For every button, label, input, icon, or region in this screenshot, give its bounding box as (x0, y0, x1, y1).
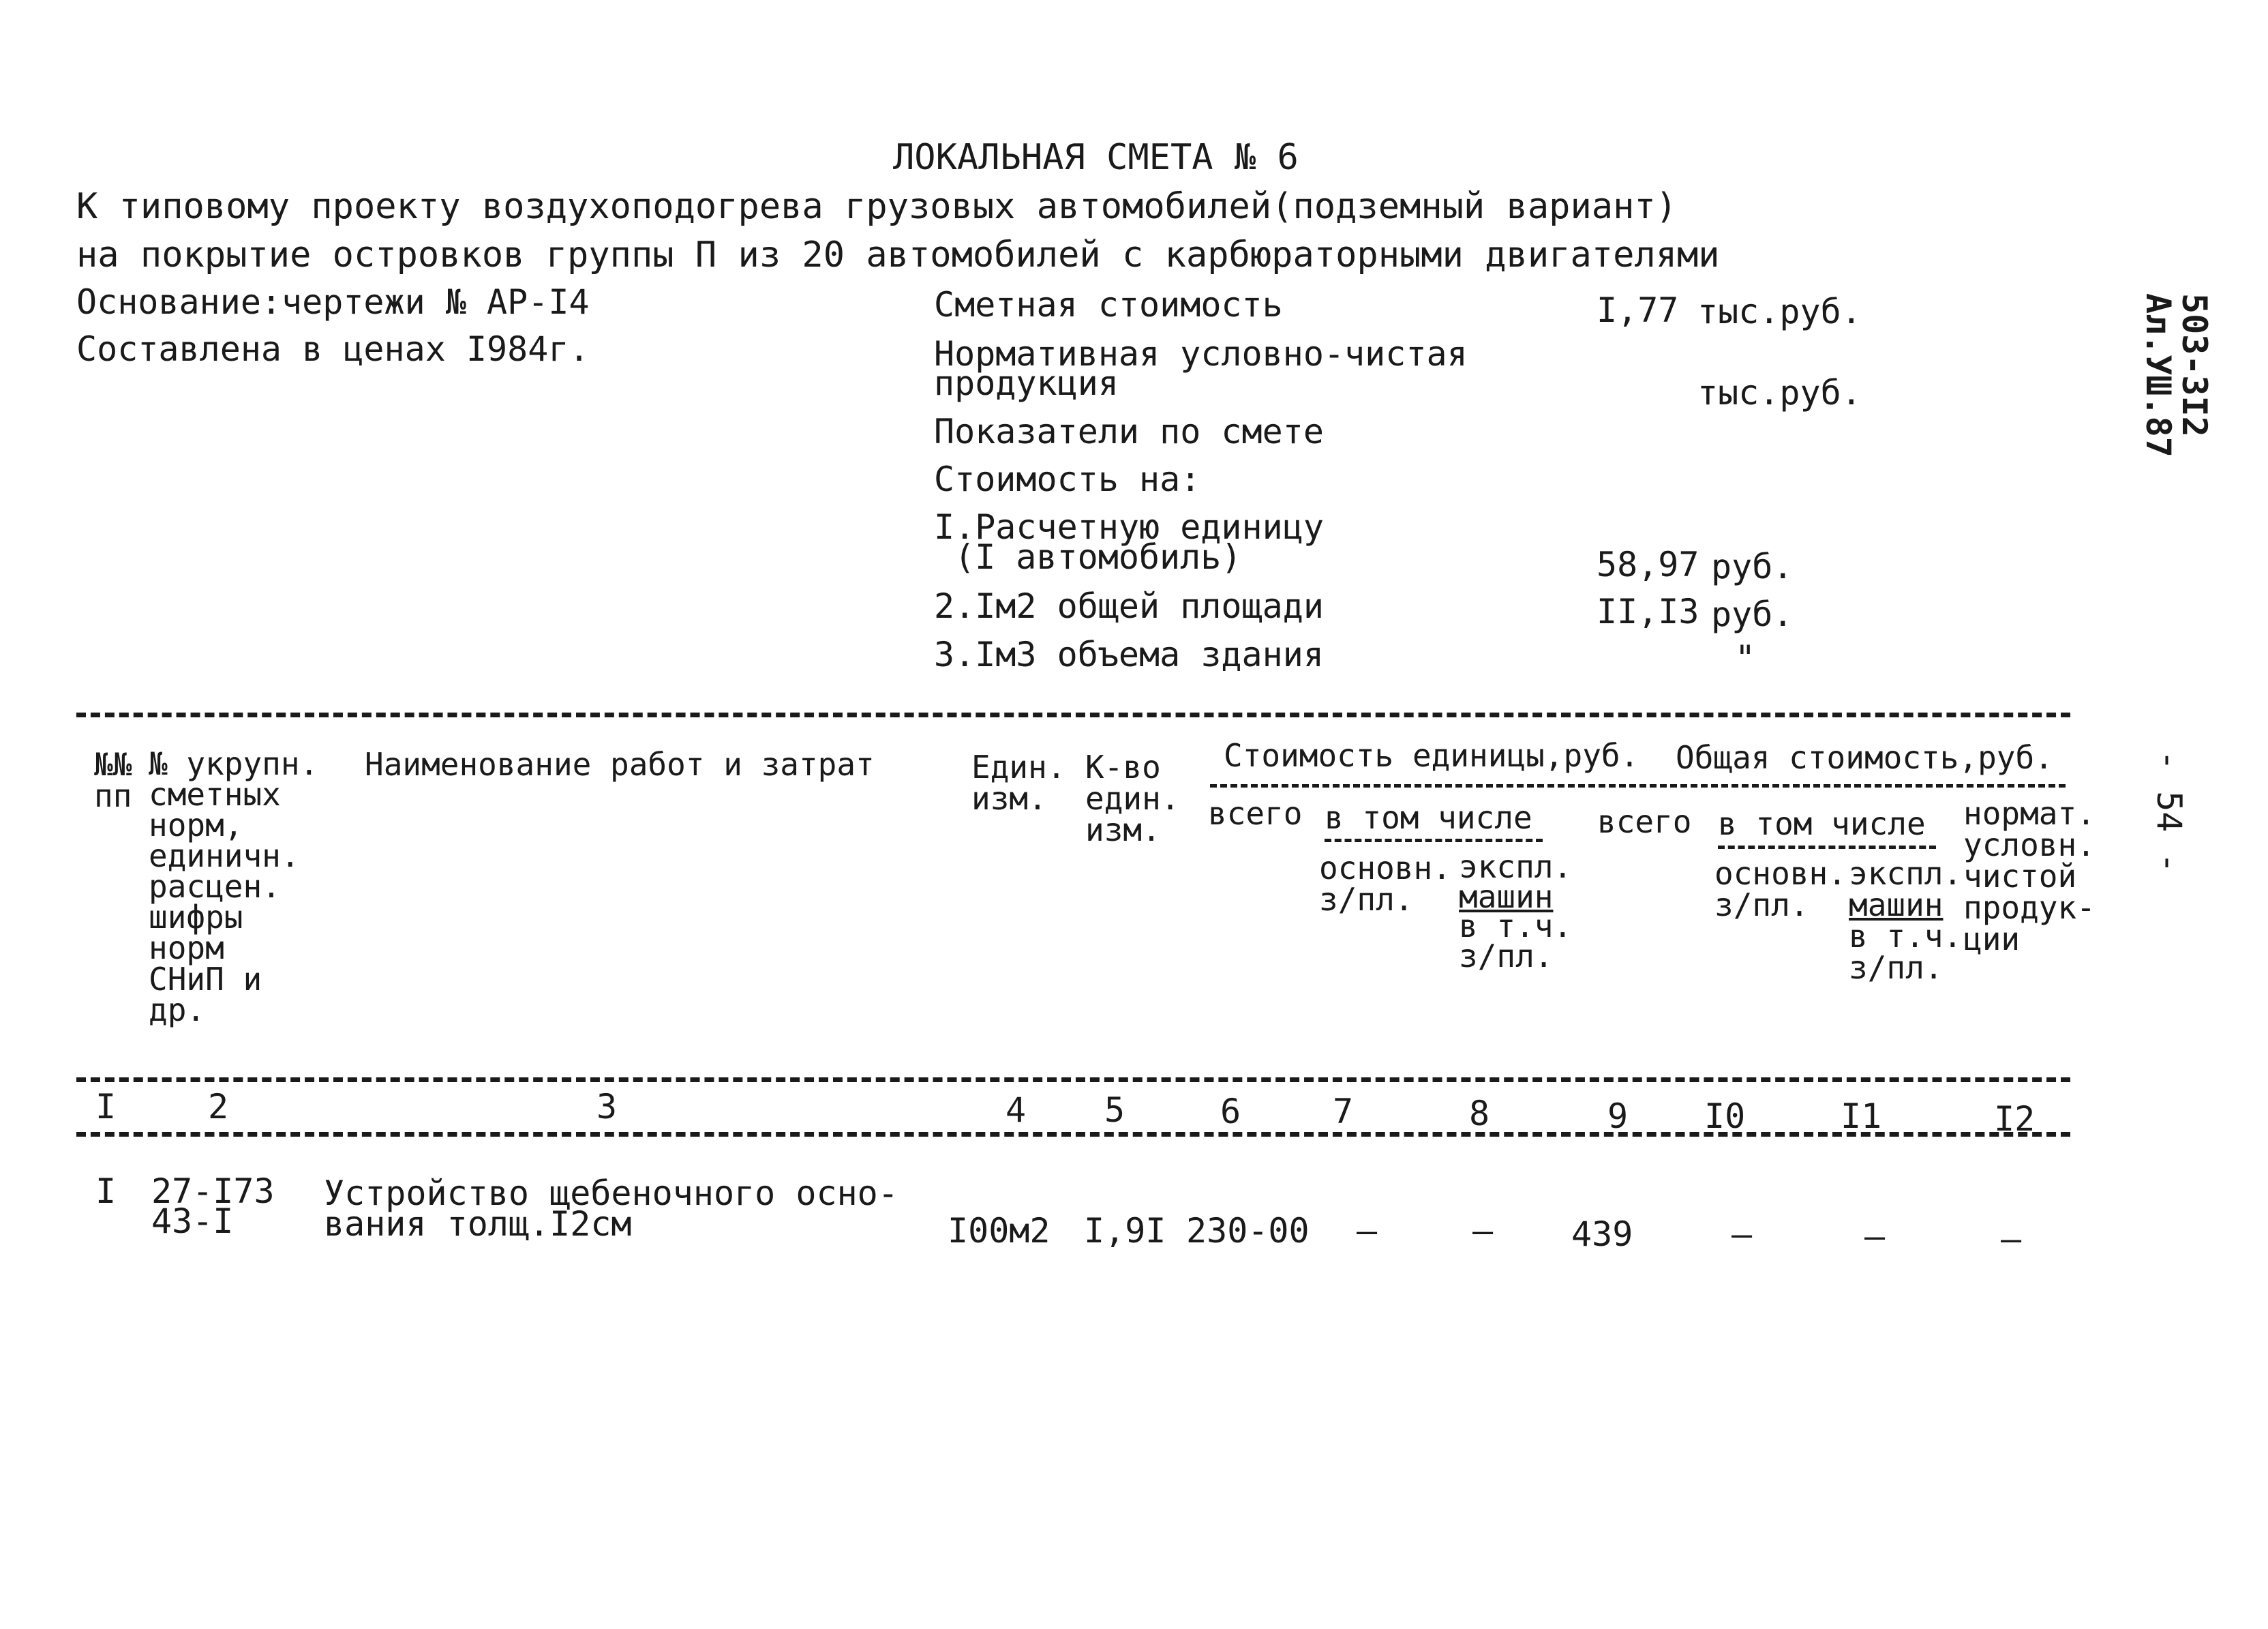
row-name-2: вания толщ.I2см (324, 1204, 632, 1244)
stamp-line-1: 503-3I2 (2175, 293, 2214, 437)
col-number-8: 8 (1469, 1094, 1490, 1133)
header-quantity: К-во един. изм. (1085, 749, 1180, 848)
colnum-top-rule (76, 1077, 2070, 1082)
norm-production-unit: тыс.руб. (1697, 373, 1862, 413)
row-code-1: 27-I73 (151, 1171, 275, 1211)
indicator-1-unit: руб. (1711, 547, 1794, 586)
indicator-1-label-2: (I автомобиль) (954, 537, 1242, 577)
estimate-cost-value: I,77 (1597, 290, 1679, 330)
row-number: I (95, 1171, 117, 1211)
header-total-cost: Общая стоимость,руб. (1676, 739, 2053, 776)
col-number-7: 7 (1333, 1092, 1354, 1131)
row-norm-production: – (2001, 1219, 2022, 1259)
header-unit-cost: Стоимость единицы,руб. (1224, 737, 1639, 774)
col-number-12: I2 (1994, 1099, 2036, 1139)
stamp-line-2: Ал.УШ.87 (2138, 293, 2179, 458)
col-number-6: 6 (1220, 1092, 1241, 1131)
row-total-machine: – (1864, 1216, 1886, 1256)
cost-on-label: Стоимость на: (934, 460, 1201, 499)
header-unit-incl: в том числе (1325, 799, 1532, 836)
header-work-name: Наименование работ и затрат (365, 746, 875, 783)
header-total-machines: экспл. машин в т.ч. з/пл. (1849, 855, 1963, 986)
colnum-bottom-rule (76, 1132, 2070, 1137)
row-unit: I00м2 (948, 1211, 1050, 1251)
table-top-rule (76, 713, 2070, 717)
indicators-label: Показатели по смете (934, 412, 1324, 451)
row-unit-wage: – (1357, 1211, 1378, 1251)
norm-production-label-1: Нормативная условно-чистая (934, 334, 1468, 374)
document-stamp (2138, 293, 2214, 458)
row-unit-price: 230-00 (1186, 1211, 1310, 1251)
header-group-rule (1210, 784, 2066, 788)
page-number: - 54 - (2149, 750, 2189, 873)
col-number-9: 9 (1607, 1096, 1629, 1136)
col-number-11: I1 (1841, 1096, 1882, 1136)
header-unit-basic-wage: основн. з/пл. (1319, 850, 1451, 918)
header-total-incl-rule (1718, 846, 1936, 849)
col-number-4: 4 (1006, 1090, 1027, 1130)
row-name-1: Устройство щебеночного осно- (324, 1174, 898, 1213)
header-total-incl: в том числе (1718, 805, 1926, 842)
row-total: 439 (1571, 1214, 1633, 1254)
row-unit-machine: – (1472, 1211, 1494, 1251)
basis-text: Основание:чертежи № АР-I4 (76, 282, 590, 322)
indicator-2-value: II,I3 (1597, 592, 1699, 631)
prices-text: Составлена в ценах I984г. (76, 329, 590, 369)
indicator-3-label: 3.Iм3 объема здания (934, 635, 1324, 674)
col-number-2: 2 (208, 1087, 229, 1126)
indicator-1-value: 58,97 (1597, 545, 1699, 584)
row-code-2: 43-I (151, 1201, 234, 1241)
header-row-number: №№ пп (94, 746, 132, 814)
col-number-10: I0 (1704, 1096, 1746, 1136)
document-title: ЛОКАЛЬНАЯ СМЕТА № 6 (893, 137, 1299, 178)
header-incl-rule (1325, 839, 1543, 842)
header-unit-all: всего (1208, 795, 1303, 832)
norm-production-label-2: продукция (934, 363, 1119, 403)
col-number-1: I (95, 1087, 117, 1126)
header-total-all: всего (1597, 803, 1692, 840)
header-total-basic-wage: основн. з/пл. (1714, 855, 1847, 923)
subtitle-line-2: на покрытие островков группы П из 20 автомобилей с карбюраторными двигателями (76, 235, 1720, 275)
estimate-cost-unit: тыс.руб. (1697, 292, 1862, 331)
row-quantity: I,9I (1084, 1211, 1166, 1251)
estimate-cost-label: Сметная стоимость (934, 285, 1283, 325)
header-norm-production: нормат. условн. чистой продук- ции (1963, 795, 2096, 957)
row-total-wage: – (1732, 1214, 1753, 1254)
header-norm-code: № укрупн. сметных норм, единичн. расцен. шифры норм СНиП и др. (149, 745, 319, 1028)
indicator-1-label-1: I.Расчетную единицу (934, 507, 1324, 547)
subtitle-line-1: К типовому проекту воздухоподогрева грузовых автомобилей(подземный вариант) (76, 186, 1677, 227)
col-number-3: 3 (596, 1087, 618, 1126)
indicator-2-label: 2.Iм2 общей площади (934, 586, 1324, 626)
header-unit-machines: экспл. машин в т.ч. з/пл. (1459, 848, 1573, 975)
indicator-2-unit: руб. (1711, 595, 1794, 634)
indicator-3-ditto: " (1735, 638, 1756, 678)
col-number-5: 5 (1104, 1090, 1125, 1130)
header-unit: Един. изм. (971, 749, 1066, 817)
